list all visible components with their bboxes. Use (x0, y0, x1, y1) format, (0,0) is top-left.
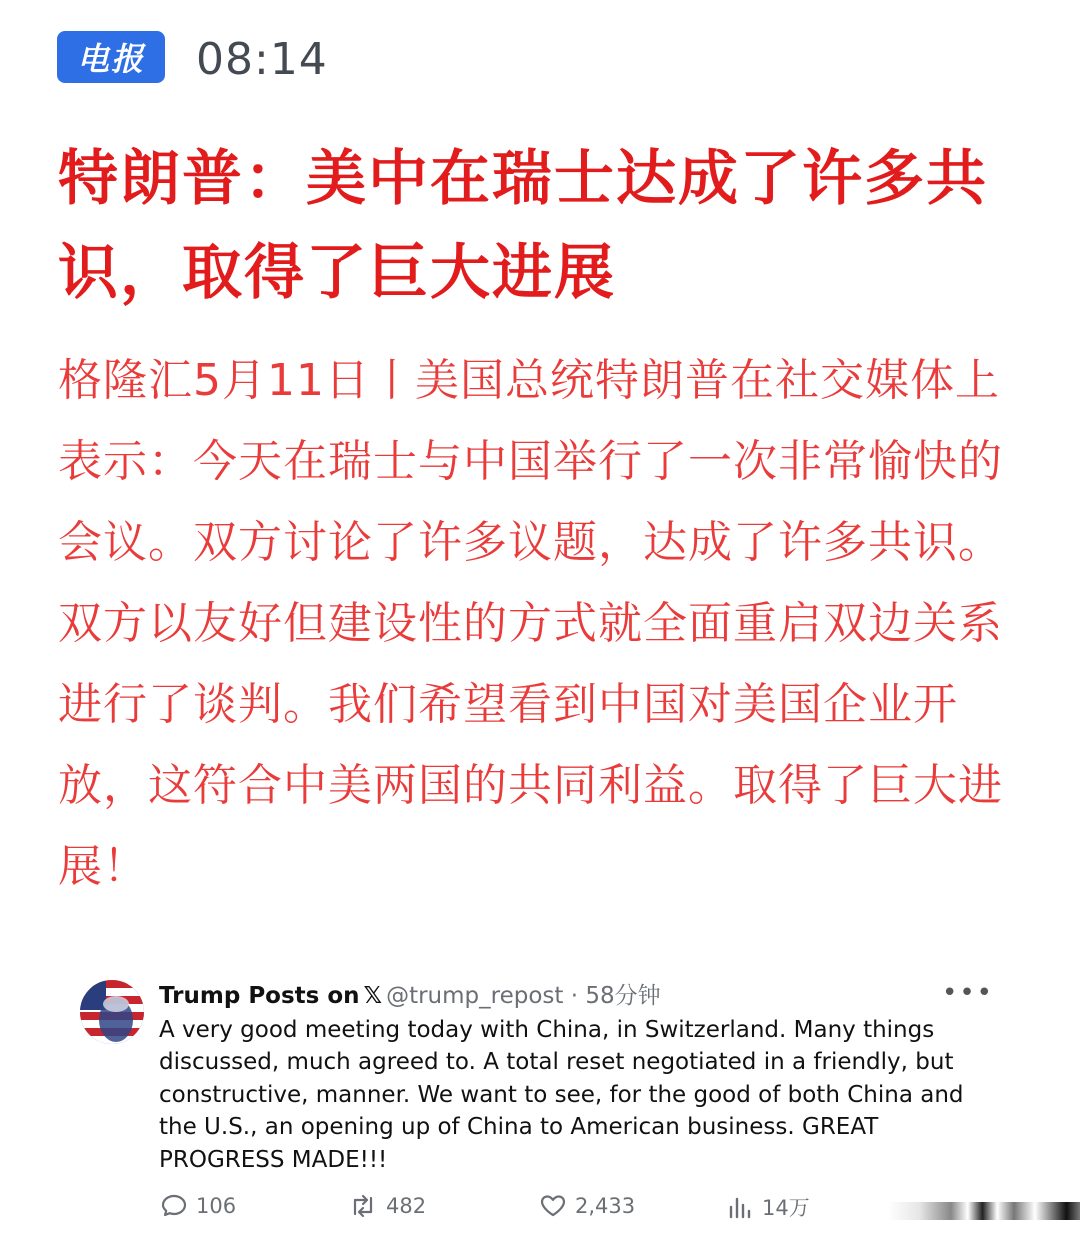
like-icon (539, 1192, 567, 1220)
post-age: 58分钟 (585, 983, 661, 1009)
retweet-count: 482 (386, 1194, 427, 1218)
like-count: 2,433 (575, 1194, 636, 1218)
retweet-button[interactable] (348, 1192, 426, 1220)
headline: 特朗普：美中在瑞士达成了许多共识，取得了巨大进展 (58, 144, 988, 308)
tweet-text: A very good meeting today with China, in Switzerland. Many things discussed, much agreed to. A total reset negotiated in a friendly, but constructive, manner. We want to see, for the good of both China and the U.S., an opening up of China to American business. GREAT PROGRESS MADE!!! (159, 1017, 964, 1173)
reply-icon (160, 1192, 188, 1220)
view-count: 14万 (762, 1196, 810, 1220)
account-name[interactable]: Trump Posts on (159, 983, 360, 1009)
avatar[interactable] (80, 980, 144, 1044)
retweet-icon (348, 1192, 378, 1220)
views-button[interactable] (728, 1192, 810, 1222)
more-icon[interactable]: ••• (941, 978, 994, 1008)
embedded-tweet[interactable] (80, 972, 1010, 1242)
image-artifact (888, 1202, 1080, 1220)
telegraph-badge: 电报 (57, 31, 165, 83)
tweet-actions (160, 1192, 1060, 1232)
article-body: 格隆汇5月11日丨美国总统特朗普在社交媒体上表示：今天在瑞士与中国举行了一次非常愉快的会议。双方讨论了许多议题，达成了许多共识。双方以友好但建设性的方式就全面重启双边关系进行了谈判。我们希望看到中国对美国企业开放，这符合中美两国的共同利益。取得了巨大进展！ (58, 355, 1003, 892)
publish-time: 08:14 (196, 34, 328, 85)
like-button[interactable] (539, 1192, 635, 1220)
reply-button[interactable] (160, 1192, 236, 1220)
account-handle[interactable]: @trump_repost (386, 983, 564, 1009)
tweet-header (159, 980, 989, 1012)
views-icon (728, 1193, 754, 1221)
reply-count: 106 (196, 1194, 237, 1218)
meta-separator: · (570, 983, 579, 1009)
x-logo-icon: 𝕏 (363, 983, 383, 1009)
